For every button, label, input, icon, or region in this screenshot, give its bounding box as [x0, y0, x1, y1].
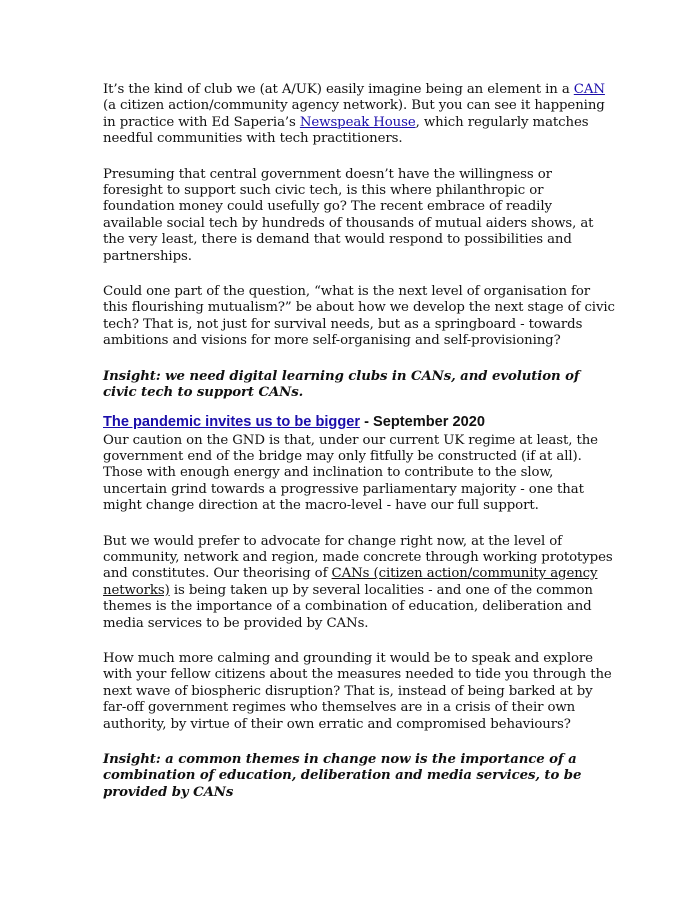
text: is being taken up by several localities - and one of the common themes is the importance of a combination of education, deliberation and media services to be provided by CANs. — [103, 582, 593, 631]
pandemic-article-link[interactable]: The pandemic invites us to be bigger — [103, 413, 361, 430]
paragraph-calming-grounding: How much more calming and grounding it would be to speak and explore with your fellow citizens about the measures needed to tide you through the next wave of biospheric disruption? That is, instead of being barked at by far-off government regimes who themselves are in a crisis of their own authority, by virtue of their own erratic and compromised behaviours? — [103, 650, 612, 732]
text: But we would prefer to advocate for change right now, at the level of community, network and region, made concrete through working prototypes and constitutes. Our theorising of — [103, 533, 613, 582]
cans-theory-link[interactable]: CANs (citizen action/community agency networks) — [103, 566, 598, 598]
insight-digital-learning: Insight: we need digital learning clubs in CANs, and evolution of civic tech to support CANs. — [103, 368, 580, 401]
heading-date: - September 2020 — [360, 413, 485, 430]
text: It’s the kind of club we (at A/UK) easily imagine being an element in a — [103, 82, 574, 97]
text: , which regularly matches needful communities with tech practitioners. — [103, 114, 589, 147]
newspeak-house-link[interactable]: Newspeak House — [299, 114, 416, 130]
insight-common-themes: Insight: a common themes in change now is the importance of a combination of education, deliberation and media services, to be provided by CANs — [103, 752, 582, 800]
paragraph-gnd-caution: Our caution on the GND is that, under our current UK regime at least, the government end of the bridge may only fitfully be constructed (if at all). Those with enough energy and inclination to contribute to the slow, uncertain grind towards a progressive parliamentary majority - one that might change direction at the macro-level - have our full support. — [103, 432, 598, 514]
paragraph-next-level: Could one part of the question, “what is the next level of organisation for this flourishing mutualism?” be about how we develop the next stage of civic tech? That is, not just for survival needs, but as a springboard - towards ambitions and visions for more self-organising and self-provisioning? — [103, 284, 615, 349]
paragraph-civic-tech-funding: Presuming that central government doesn’t have the willingness or foresight to support such civic tech, is this where philanthropic or foundation money could usefully go? The recent embrace of readily available social tech by hundreds of thousands of mutual aiders shows, at the very least, there is demand that would respond to possibilities and partnerships. — [103, 166, 594, 264]
paragraph-can-intro — [103, 82, 615, 148]
paragraph-advocate-change — [103, 534, 615, 632]
section-heading-pandemic — [103, 414, 615, 431]
can-link[interactable]: CAN — [573, 82, 605, 97]
text: (a citizen action/community agency network). But you can see it happening in practice with Ed Saperia’s — [103, 98, 605, 130]
